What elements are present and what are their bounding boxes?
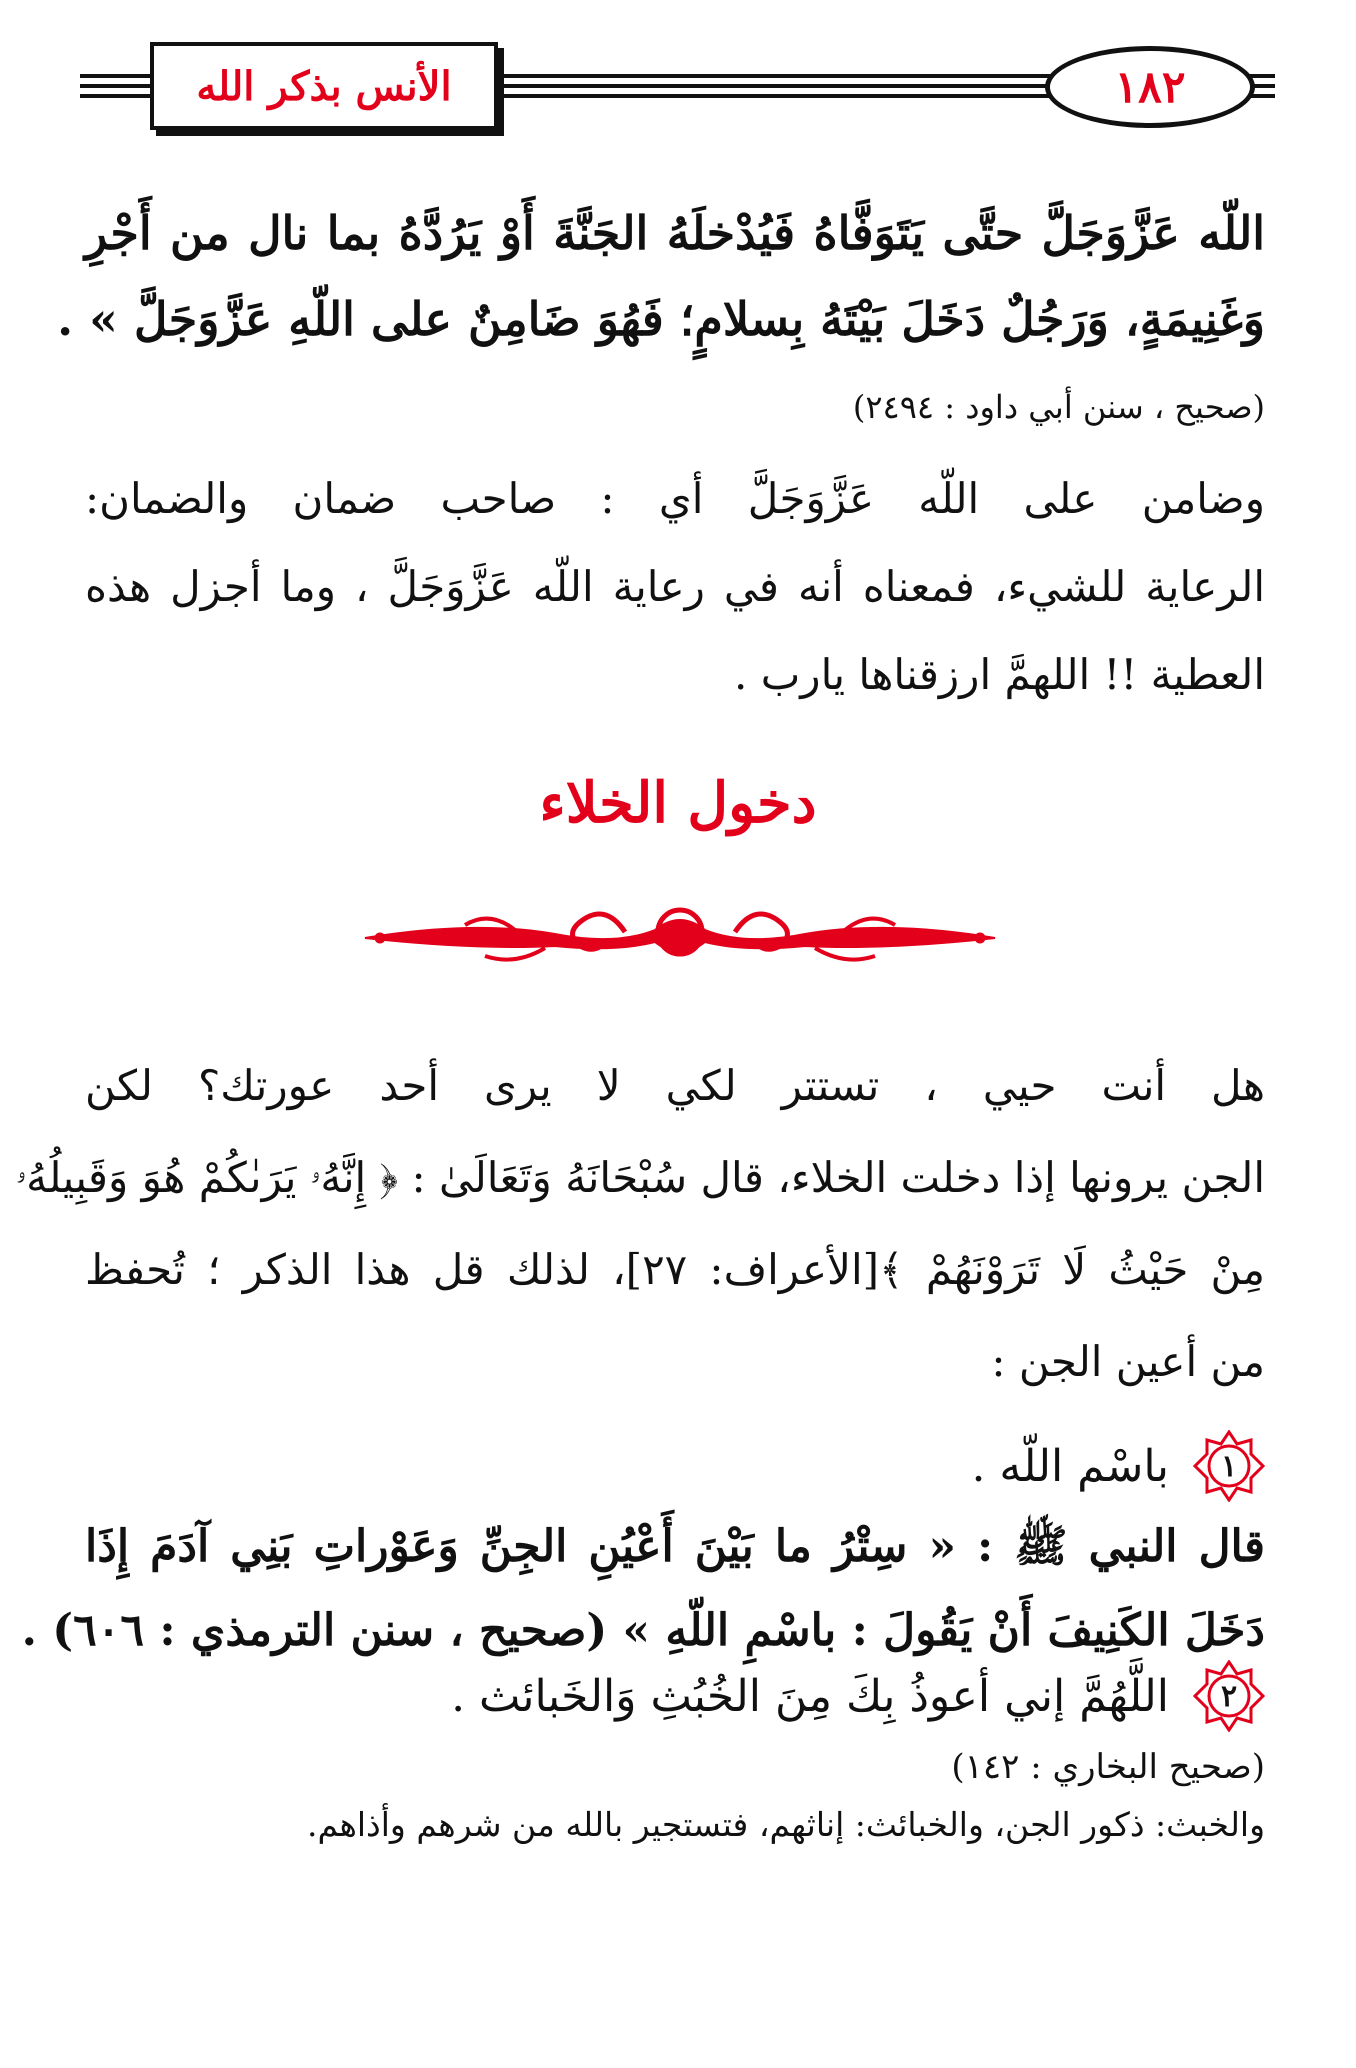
section-title: دخول الخلاء (539, 770, 817, 836)
page-number: ١٨٢ (1114, 61, 1186, 113)
page-header (80, 40, 1275, 130)
text-line: الرعاية للشيء، فمعناه أنه في رعاية اللّه عَزَّوَجَلَّ ، وما أجزل هذه (85, 562, 1265, 611)
ornament-divider-icon (355, 890, 1005, 975)
text-line: وضامن على اللّه عَزَّوَجَلَّ أي : صاحب ضمان والضمان: (85, 474, 1265, 523)
dhikr-item-2 (85, 1660, 1265, 1732)
footnote: والخبث: ذكور الجن، والخبائث: إناثهم، فتستجير بالله من شرهم وأذاهم. (307, 1805, 1265, 1844)
number-badge-icon (1193, 1430, 1265, 1502)
item2-source: (صحيح البخاري : ١٤٢) (951, 1747, 1265, 1787)
text-line: من أعين الجن : (991, 1337, 1265, 1386)
item-number: ١ (1220, 1448, 1238, 1484)
top-hadith (57, 190, 1265, 362)
number-badge-icon (1193, 1660, 1265, 1732)
text-line: مِنْ حَيْثُ لَا تَرَوْنَهُمْ ﴾[الأعراف: ٢٧]، لذلك قل هذا الذكر ؛ تُحفظ (85, 1245, 1265, 1294)
hadith-source: (صحيح ، سنن أبي داود : ٢٤٩٤) (852, 388, 1265, 426)
section-intro (15, 1040, 1265, 1408)
book-title-box (150, 42, 498, 130)
text-line: اللّه عَزَّوَجَلَّ حتَّى يَتَوَفَّاهُ فَيُدْخلَهُ الجَنَّةَ أَوْ يَرُدَّهُ بما نال من أَجْرِ (85, 206, 1265, 260)
explanation-paragraph (85, 455, 1265, 719)
text-line: العطية !! اللهمَّ ارزقناها يارب . (734, 650, 1265, 699)
text-line: هل أنت حيي ، تستتر لكي لا يرى أحد عورتك؟ لكن (85, 1061, 1265, 1110)
dhikr-text: باسْم اللّه . (971, 1440, 1169, 1492)
text-line: وَغَنِيمَةٍ، وَرَجُلٌ دَخَلَ بَيْتَهُ بِسلامٍ؛ فَهُوَ ضَامِنٌ على اللّهِ عَزَّوَجَلَّ » . (57, 292, 1265, 346)
book-title: الأنس بذكر الله (196, 62, 452, 110)
dhikr-text: اللَّهُمَّ إني أعوذُ بِكَ مِنَ الخُبُثِ وَالخَبائث . (451, 1670, 1169, 1722)
dhikr-item-1 (85, 1430, 1265, 1502)
text-line: دَخَلَ الكَنِيفَ أَنْ يَقُولَ : باسْمِ اللّهِ » (صحيح ، سنن الترمذي : ٦٠٦) . (21, 1605, 1265, 1656)
text-line: الجن يرونها إذا دخلت الخلاء، قال سُبْحَانَهُ وَتَعَالَىٰ : ﴿ إِنَّهُۥ يَرَىٰكُمْ هُوَ وَقَبِيلُهُۥ (15, 1153, 1265, 1202)
page-number-oval (1045, 46, 1255, 128)
item-number: ٢ (1220, 1678, 1238, 1714)
text-line: قال النبي ﷺ : « سِتْرُ ما بَيْنَ أَعْيُنِ الجِنِّ وَعَوْراتِ بَنِي آدَمَ إِذَا (85, 1521, 1265, 1572)
item1-hadith (21, 1505, 1265, 1673)
